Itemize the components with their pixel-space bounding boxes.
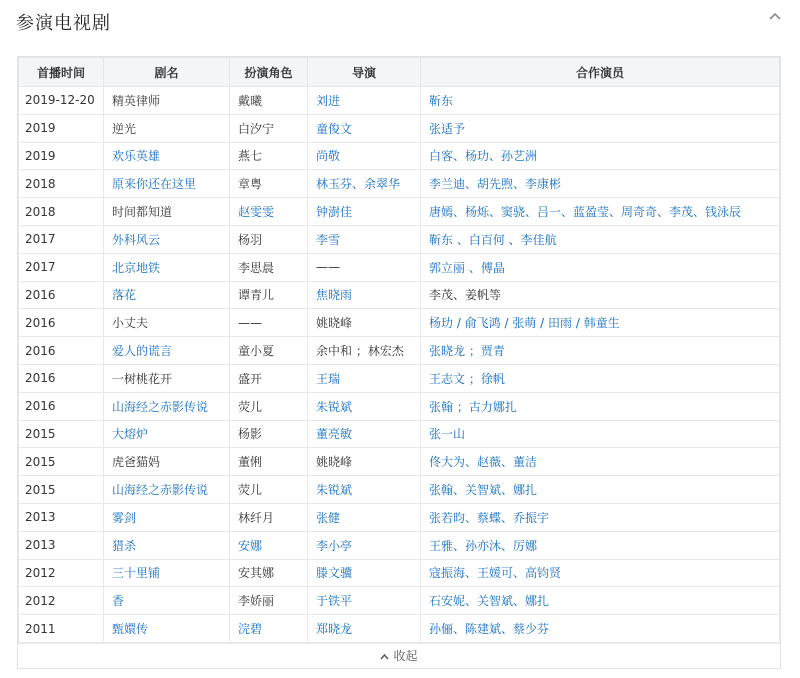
cell-role-container xyxy=(230,142,308,170)
cell-costars[interactable]: 白客、杨玏、孙艺洲 xyxy=(429,149,538,164)
table-row xyxy=(19,198,780,226)
cell-date: 2013 xyxy=(25,510,56,525)
cell-date: 2015 xyxy=(25,454,56,469)
cell-role-container xyxy=(230,364,308,392)
cell-date: 2016 xyxy=(25,315,56,330)
cell-date-container xyxy=(19,531,104,559)
cell-role-container xyxy=(230,87,308,115)
cell-role-container xyxy=(230,114,308,142)
table-row xyxy=(19,87,780,115)
cell-title[interactable]: 雾剑 xyxy=(112,510,137,525)
cell-director[interactable]: 李小亭 xyxy=(316,538,353,553)
cell-costars: 李茂、姜帆等 xyxy=(429,288,502,303)
cell-date: 2016 xyxy=(25,399,56,414)
cell-title-container xyxy=(104,142,230,170)
cell-director[interactable]: 郑晓龙 xyxy=(316,622,353,637)
table-row xyxy=(19,503,780,531)
cell-director-container xyxy=(308,476,421,504)
table-row xyxy=(19,225,780,253)
cell-date-container xyxy=(19,364,104,392)
cell-director-container xyxy=(308,448,421,476)
table-row xyxy=(19,364,780,392)
cell-director-container xyxy=(308,587,421,615)
cell-role: 谭青儿 xyxy=(238,288,275,303)
cell-director-container xyxy=(308,615,421,643)
cell-date: 2013 xyxy=(25,538,56,553)
cell-director: —— xyxy=(316,260,340,275)
cell-date: 2019 xyxy=(25,121,56,136)
cell-title[interactable]: 落花 xyxy=(112,288,137,303)
cell-role: 安其娜 xyxy=(238,566,275,581)
cell-role[interactable]: 浣碧 xyxy=(238,622,263,637)
cell-costars[interactable]: 郭立丽 、傅晶 xyxy=(429,260,505,275)
cell-role: 杨影 xyxy=(238,427,263,442)
table-row xyxy=(19,587,780,615)
cell-title[interactable]: 北京地铁 xyxy=(112,260,161,275)
cell-costars-container xyxy=(421,364,780,392)
cell-costars-container xyxy=(421,253,780,281)
cell-role-container xyxy=(230,225,308,253)
cell-date-container xyxy=(19,170,104,198)
cell-director-container xyxy=(308,392,421,420)
cell-title-container xyxy=(104,503,230,531)
cell-title-container xyxy=(104,559,230,587)
cell-date-container xyxy=(19,448,104,476)
cell-date-container xyxy=(19,142,104,170)
cell-role-container xyxy=(230,420,308,448)
cell-date: 2019-12-20 xyxy=(25,93,95,108)
cell-role-container xyxy=(230,531,308,559)
cell-director[interactable]: 尚敬 xyxy=(316,149,341,164)
cell-director[interactable]: 朱锐斌 xyxy=(316,399,353,414)
cell-role-container xyxy=(230,309,308,337)
cell-costars-container xyxy=(421,198,780,226)
cell-costars-container xyxy=(421,448,780,476)
cell-role: —— xyxy=(238,315,262,330)
cell-costars[interactable]: 张一山 xyxy=(429,427,466,442)
cell-director[interactable]: 刘进 xyxy=(316,93,341,108)
cell-title[interactable]: 山海经之赤影传说 xyxy=(112,399,209,414)
table-row xyxy=(19,476,780,504)
cell-costars[interactable]: 石安妮、关智斌、娜扎 xyxy=(429,594,550,609)
cell-director-container xyxy=(308,253,421,281)
table-row xyxy=(19,448,780,476)
cell-costars[interactable]: 张适予 xyxy=(429,121,466,136)
cell-title: 时间都知道 xyxy=(112,205,173,220)
cell-role: 李思晨 xyxy=(238,260,275,275)
column-header-role: 扮演角色 xyxy=(230,58,308,87)
cell-title[interactable]: 欢乐英雄 xyxy=(112,149,161,164)
cell-title-container xyxy=(104,253,230,281)
cell-costars[interactable]: 张若昀、蔡蝶、乔振宇 xyxy=(429,510,550,525)
cell-date: 2016 xyxy=(25,371,56,386)
cell-costars[interactable]: 王雅、孙亦沐、厉娜 xyxy=(429,538,538,553)
cell-director[interactable]: 于铁平 xyxy=(316,594,353,609)
cell-costars[interactable]: 寇振海、王媛可、高钧贤 xyxy=(429,566,562,581)
cell-director[interactable]: 林玉芬、余翠华 xyxy=(316,177,401,192)
cell-date-container xyxy=(19,225,104,253)
cell-director: 姚晓峰 xyxy=(316,316,353,331)
cell-date: 2019 xyxy=(25,148,56,163)
cell-title-container xyxy=(104,114,230,142)
cell-costars-container xyxy=(421,587,780,615)
cell-title-container xyxy=(104,364,230,392)
collapse-button[interactable] xyxy=(18,643,780,668)
cell-role-container xyxy=(230,615,308,643)
cell-role: 童小夏 xyxy=(238,344,275,359)
cell-title-container xyxy=(104,476,230,504)
cell-role: 荧儿 xyxy=(238,483,263,498)
cell-costars[interactable]: 张翰 ；古力娜扎 xyxy=(429,399,517,414)
cell-costars-container xyxy=(421,309,780,337)
cell-director-container xyxy=(308,559,421,587)
cell-date-container xyxy=(19,281,104,309)
cell-director-container xyxy=(308,170,421,198)
cell-director-container xyxy=(308,364,421,392)
cell-role: 荧儿 xyxy=(238,399,263,414)
table-row xyxy=(19,170,780,198)
cell-director-container xyxy=(308,337,421,365)
cell-director[interactable]: 滕文骥 xyxy=(316,566,353,581)
cell-date: 2011 xyxy=(25,621,56,636)
column-header-director: 导演 xyxy=(308,58,421,87)
column-header-date: 首播时间 xyxy=(19,58,104,87)
cell-title[interactable]: 爱人的谎言 xyxy=(112,344,173,359)
cell-date-container xyxy=(19,253,104,281)
cell-title-container xyxy=(104,420,230,448)
cell-costars-container xyxy=(421,170,780,198)
chevron-up-icon xyxy=(380,646,389,670)
cell-title-container xyxy=(104,87,230,115)
cell-role-container xyxy=(230,392,308,420)
cell-costars[interactable]: 王志文 ；徐帆 xyxy=(429,371,505,386)
cell-role[interactable]: 赵雯雯 xyxy=(238,205,275,220)
cell-costars-container xyxy=(421,281,780,309)
cell-title-container xyxy=(104,392,230,420)
cell-director: 姚晓峰 xyxy=(316,455,353,470)
cell-date-container xyxy=(19,476,104,504)
cell-director-container xyxy=(308,198,421,226)
table-row xyxy=(19,531,780,559)
cell-director[interactable]: 朱锐斌 xyxy=(316,483,353,498)
cell-costars-container xyxy=(421,420,780,448)
cell-role-container xyxy=(230,587,308,615)
cell-date: 2012 xyxy=(25,565,56,580)
cell-costars[interactable]: 唐嫣、杨烁、窦骁、吕一、蓝盈莹、周奇奇、李茂、钱泳辰 xyxy=(429,205,742,220)
section-title: 参演电视剧 xyxy=(16,13,111,34)
cell-date: 2015 xyxy=(25,482,56,497)
table-row xyxy=(19,142,780,170)
cell-costars-container xyxy=(421,114,780,142)
cell-date-container xyxy=(19,198,104,226)
cell-costars[interactable]: 张翰、关智斌、娜扎 xyxy=(429,483,538,498)
cell-role-container xyxy=(230,337,308,365)
cell-director[interactable]: 童俊文 xyxy=(316,121,353,136)
cell-costars-container xyxy=(421,531,780,559)
cell-director-container xyxy=(308,225,421,253)
cell-date-container xyxy=(19,503,104,531)
cell-role-container xyxy=(230,170,308,198)
cell-title[interactable]: 原来你还在这里 xyxy=(112,177,197,192)
cell-costars-container xyxy=(421,225,780,253)
cell-title[interactable]: 大熔炉 xyxy=(112,427,149,442)
column-header-title: 剧名 xyxy=(104,58,230,87)
cell-date-container xyxy=(19,337,104,365)
cell-date: 2018 xyxy=(25,204,56,219)
table-header-row xyxy=(19,58,780,87)
cell-director[interactable]: 王瑞 xyxy=(316,371,341,386)
cell-role: 白汐宁 xyxy=(238,121,275,136)
cell-role-container xyxy=(230,559,308,587)
collapse-label: 收起 xyxy=(393,648,418,663)
cell-director-container xyxy=(308,281,421,309)
cell-director-container xyxy=(308,114,421,142)
cell-title-container xyxy=(104,198,230,226)
cell-date: 2015 xyxy=(25,426,56,441)
cell-director[interactable]: 钟澍佳 xyxy=(316,205,353,220)
cell-role-container xyxy=(230,476,308,504)
cell-title[interactable]: 猎杀 xyxy=(112,538,137,553)
cell-role: 董俐 xyxy=(238,455,263,470)
cell-costars[interactable]: 杨玏 / 俞飞鸿 / 张萌 / 田雨 / 韩童生 xyxy=(429,316,620,331)
cell-date-container xyxy=(19,114,104,142)
cell-role-container xyxy=(230,281,308,309)
cell-director[interactable]: 董亮敏 xyxy=(316,427,353,442)
cell-director-container xyxy=(308,87,421,115)
cell-title[interactable]: 外科风云 xyxy=(112,232,161,247)
cell-title[interactable]: 三十里铺 xyxy=(112,566,161,581)
cell-date-container xyxy=(19,87,104,115)
chevron-up-icon[interactable] xyxy=(766,10,784,28)
cell-role-container xyxy=(230,503,308,531)
cell-costars-container xyxy=(421,337,780,365)
cell-date-container xyxy=(19,309,104,337)
column-header-costars: 合作演员 xyxy=(421,58,780,87)
table-row xyxy=(19,114,780,142)
table-row xyxy=(19,420,780,448)
table-row xyxy=(19,309,780,337)
cell-director-container xyxy=(308,142,421,170)
cell-date: 2017 xyxy=(25,232,56,247)
cell-role-container xyxy=(230,448,308,476)
cell-title-container xyxy=(104,615,230,643)
cell-costars[interactable]: 孙俪、陈建斌、蔡少芬 xyxy=(429,622,550,637)
cell-title: 虎爸猫妈 xyxy=(112,455,161,470)
cell-costars-container xyxy=(421,615,780,643)
cell-title[interactable]: 甄嬛传 xyxy=(112,622,149,637)
cell-director-container xyxy=(308,420,421,448)
cell-date: 2017 xyxy=(25,260,56,275)
cell-role-container xyxy=(230,198,308,226)
cell-director[interactable]: 李雪 xyxy=(316,232,341,247)
cell-date: 2016 xyxy=(25,287,56,302)
cell-date-container xyxy=(19,559,104,587)
cell-date: 2018 xyxy=(25,176,56,191)
cell-role: 盛开 xyxy=(238,371,263,386)
tv-series-table xyxy=(17,56,781,669)
table-row xyxy=(19,253,780,281)
cell-title-container xyxy=(104,281,230,309)
cell-director[interactable]: 张健 xyxy=(316,510,341,525)
cell-date: 2016 xyxy=(25,343,56,358)
cell-role: 燕七 xyxy=(238,149,263,164)
cell-costars-container xyxy=(421,392,780,420)
table-row xyxy=(19,281,780,309)
cell-costars-container xyxy=(421,503,780,531)
table-row xyxy=(19,615,780,643)
cell-role: 章粤 xyxy=(238,177,263,192)
cell-role-container xyxy=(230,253,308,281)
cell-costars-container xyxy=(421,476,780,504)
cell-title: 一树桃花开 xyxy=(112,371,173,386)
cell-costars[interactable]: 靳东 xyxy=(429,93,454,108)
cell-title: 精英律师 xyxy=(112,93,161,108)
cell-director[interactable]: 焦晓雨 xyxy=(316,288,353,303)
cell-title: 小丈夫 xyxy=(112,316,149,331)
cell-date-container xyxy=(19,615,104,643)
cell-role[interactable]: 安娜 xyxy=(238,538,263,553)
cell-costars[interactable]: 佟大为、赵薇、董洁 xyxy=(429,455,538,470)
cell-costars[interactable]: 靳东 、白百何 、李佳航 xyxy=(429,232,557,247)
cell-costars-container xyxy=(421,559,780,587)
cell-director-container xyxy=(308,503,421,531)
cell-title[interactable]: 香 xyxy=(112,594,125,609)
cell-costars-container xyxy=(421,142,780,170)
table-row xyxy=(19,559,780,587)
cell-role: 杨羽 xyxy=(238,232,263,247)
cell-date-container xyxy=(19,392,104,420)
cell-costars[interactable]: 张晓龙 ；贾青 xyxy=(429,344,505,359)
cell-role: 戴曦 xyxy=(238,93,263,108)
cell-costars-container xyxy=(421,87,780,115)
cell-title-container xyxy=(104,587,230,615)
cell-date-container xyxy=(19,587,104,615)
table-row xyxy=(19,337,780,365)
cell-title-container xyxy=(104,309,230,337)
cell-title-container xyxy=(104,337,230,365)
cell-title-container xyxy=(104,225,230,253)
cell-title: 逆光 xyxy=(112,121,137,136)
cell-title-container xyxy=(104,531,230,559)
cell-costars[interactable]: 李兰迪、胡先煦、李康彬 xyxy=(429,177,562,192)
table-row xyxy=(19,392,780,420)
cell-director-container xyxy=(308,531,421,559)
cell-title-container xyxy=(104,170,230,198)
section-header xyxy=(0,0,800,42)
cell-title-container xyxy=(104,448,230,476)
cell-role: 林纤月 xyxy=(238,510,275,525)
cell-director-container xyxy=(308,309,421,337)
cell-role: 李娇丽 xyxy=(238,594,275,609)
cell-date: 2012 xyxy=(25,593,56,608)
cell-title[interactable]: 山海经之赤影传说 xyxy=(112,483,209,498)
cell-date-container xyxy=(19,420,104,448)
cell-director: 余中和 ；林宏杰 xyxy=(316,344,404,359)
